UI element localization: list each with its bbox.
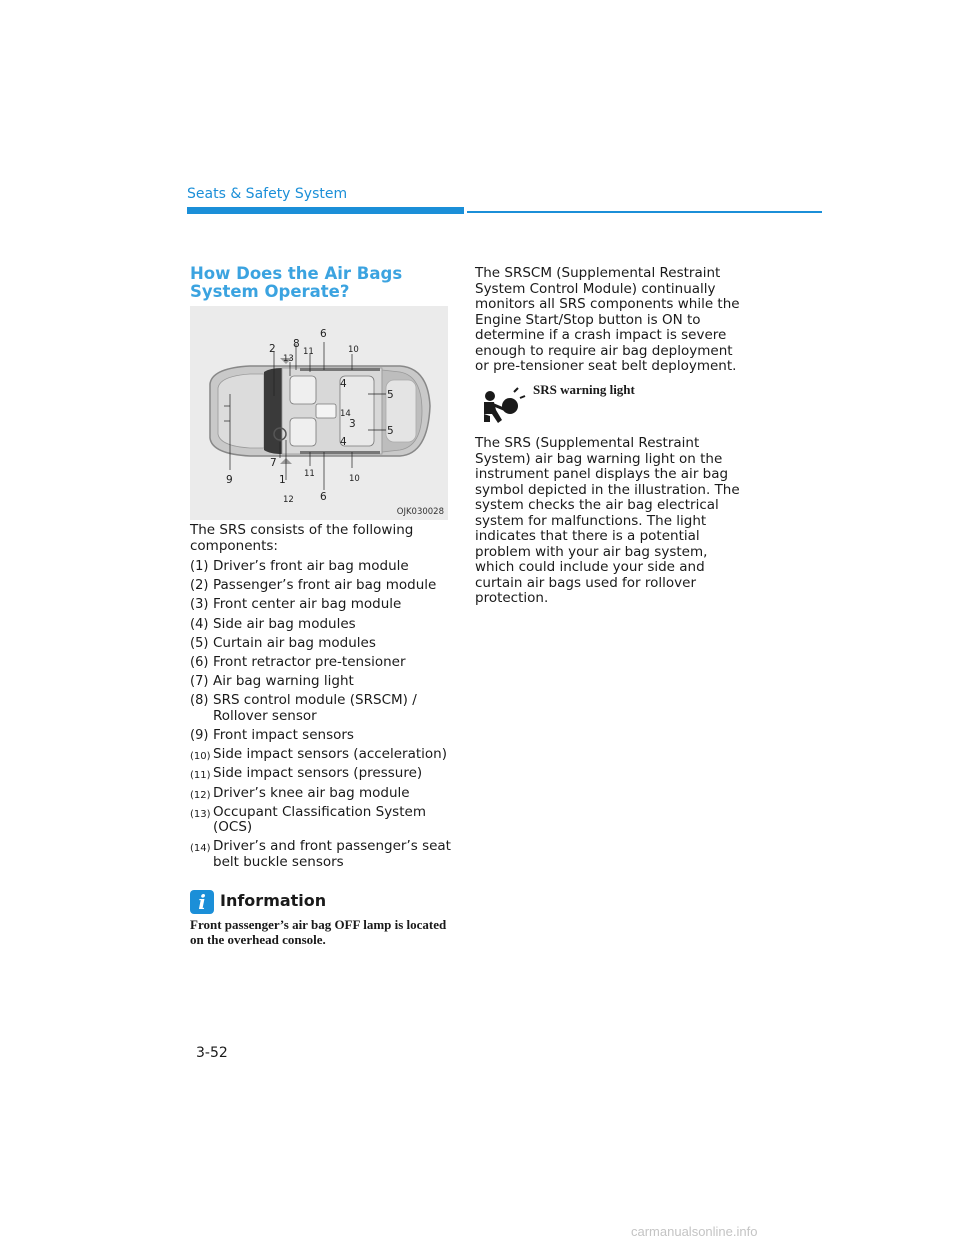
watermark: carmanualsonline.info xyxy=(631,1224,758,1239)
figure-code: OJK030028 xyxy=(396,507,444,517)
callout-10-bottom: 10 xyxy=(349,474,360,484)
components-list xyxy=(190,559,460,874)
srscm-paragraph: The SRSCM (Supplemental Restraint System Control Module) continually monitors all SRS components while the Engine Start/Stop button is ON to determine if a crash impact is severe enough to require air bag deployment or pre-tensioner seat belt deployment. xyxy=(475,265,740,374)
callout-6-bottom: 6 xyxy=(320,491,327,503)
list-item: (9) Front impact sensors xyxy=(190,727,354,743)
srs-airbag-warning-icon xyxy=(480,386,526,426)
list-item: (5) Curtain air bag modules xyxy=(190,634,376,651)
list-item: (11) Side impact sensors (pressure) xyxy=(190,765,423,782)
srs-warning-paragraph: The SRS (Supplemental Restraint System) air bag warning light on the instrument panel displays the air bag symbol depicted in the illustration. The system checks the air bag electrical system for malfunctions. The light indicates that there is a potential problem with your air bag system, which could include your side and curtain air bags used for rollover protection. xyxy=(475,435,740,606)
info-text: Front passenger’s air bag OFF lamp is located on the overhead console. xyxy=(190,917,447,947)
section-title: Seats & Safety System xyxy=(187,186,348,202)
srs-icon-caption: SRS warning light xyxy=(533,382,635,397)
list-item: (6) Front retractor pre-tensioner xyxy=(190,653,406,670)
list-item: (8) SRS control module (SRSCM) / Rollover sensor xyxy=(190,692,417,724)
car-top-view-illustration xyxy=(190,306,448,520)
callout-9: 9 xyxy=(226,474,233,486)
list-item: (12) Driver’s knee air bag module xyxy=(190,784,410,801)
callout-1: 1 xyxy=(279,474,286,486)
callout-2: 2 xyxy=(269,343,276,355)
callout-11-top: 11 xyxy=(303,347,314,357)
header-rule-thick xyxy=(187,207,464,214)
components-intro: The SRS consists of the following components: xyxy=(190,522,414,554)
airbag-system-figure xyxy=(190,306,448,520)
callout-5-bottom: 5 xyxy=(387,425,394,437)
callout-10-top: 10 xyxy=(348,345,359,355)
info-icon: i xyxy=(190,890,214,914)
header-rule-thin xyxy=(467,211,822,213)
callout-11-bottom: 11 xyxy=(304,469,315,479)
callout-6-top: 6 xyxy=(320,328,327,340)
list-item: (13) Occupant Classification System (OCS) xyxy=(190,803,426,836)
callout-13: 13 xyxy=(283,354,294,364)
page-number: 3-52 xyxy=(196,1045,228,1061)
list-item: (2) Passenger’s front air bag module xyxy=(190,577,437,594)
callout-12: 12 xyxy=(283,495,294,505)
callout-7: 7 xyxy=(270,457,277,469)
info-title: Information xyxy=(220,891,327,910)
callout-4-top: 4 xyxy=(340,378,347,390)
list-item: (3) Front center air bag module xyxy=(190,596,402,613)
callout-3: 3 xyxy=(349,418,356,430)
list-item: (1) Driver’s front air bag module xyxy=(190,558,409,574)
list-item: (10) Side impact sensors (acceleration) xyxy=(190,746,447,763)
callout-14: 14 xyxy=(340,409,351,419)
list-item: (4) Side air bag modules xyxy=(190,615,356,632)
list-item: (7) Air bag warning light xyxy=(190,673,354,690)
callout-4-bottom: 4 xyxy=(340,436,347,448)
callout-5-top: 5 xyxy=(387,389,394,401)
list-item: (14) Driver’s and front passenger’s seat belt buckle sensors xyxy=(190,838,451,870)
callout-8: 8 xyxy=(293,338,300,350)
car-body xyxy=(210,358,430,464)
page-heading: How Does the Air Bags System Operate? xyxy=(190,264,403,301)
